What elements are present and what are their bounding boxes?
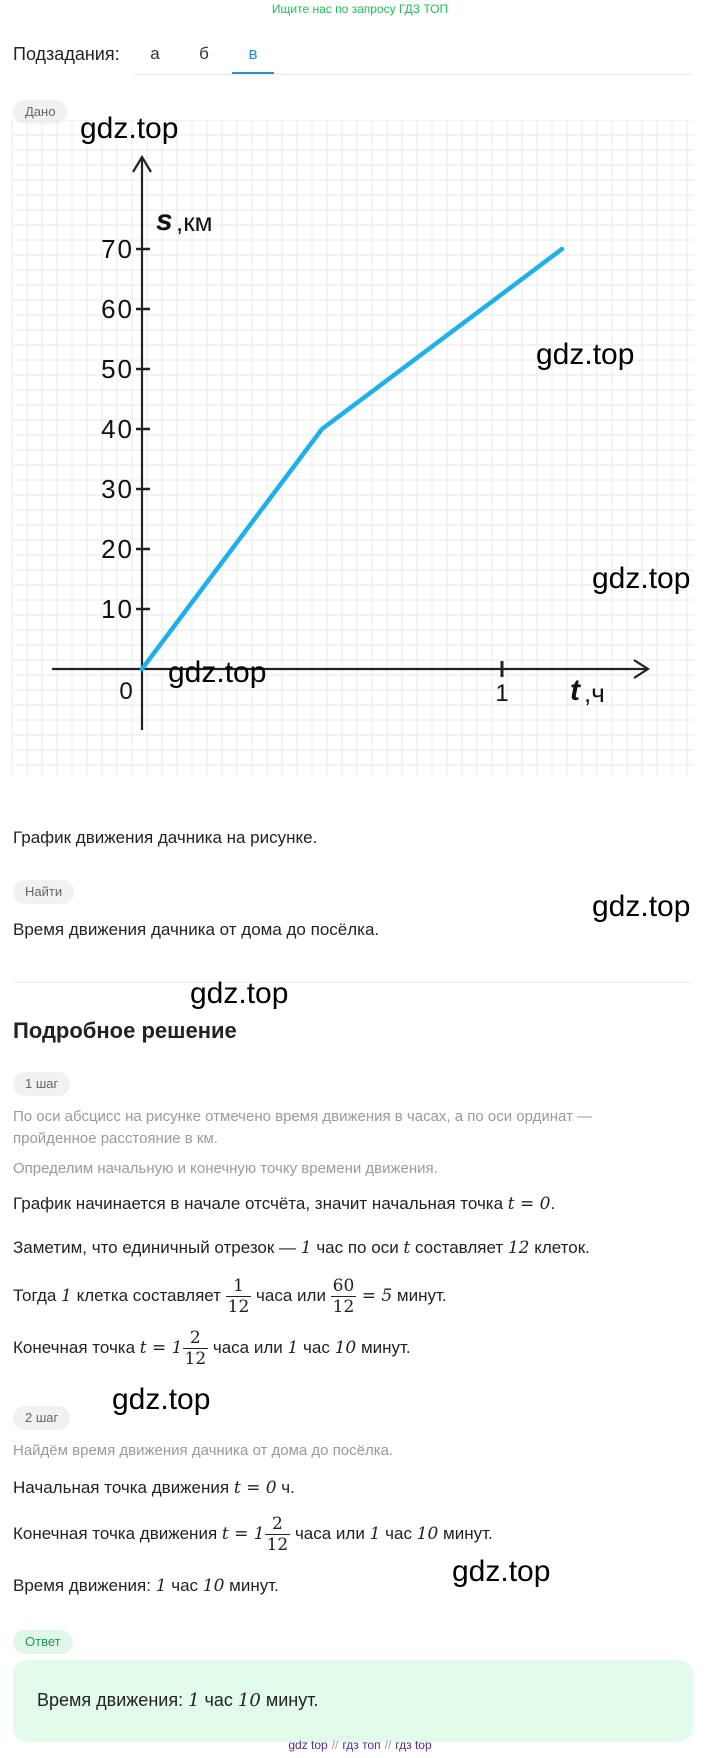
step1-note-3: Определим начальную и конечную точку времени движения. <box>13 1160 438 1177</box>
step1-line-3: Тогда 1 клетка составляет $\frac{1}{12}$ часа или $\frac{60}{12}$ = 5 минут. <box>13 1276 447 1317</box>
search-banner[interactable]: Ищите нас по запросу ГДЗ ТОП <box>271 2 449 16</box>
given-text: График движения дачника на рисунке. <box>13 828 318 847</box>
chart-grid <box>12 120 694 775</box>
step2-line-2: Конечная точка движения t = 1 $\frac{2}{12}$ часа или 1 час 10 минут. <box>13 1514 493 1555</box>
chart-series <box>142 249 562 669</box>
x-axis-label: t <box>570 674 580 707</box>
watermark: gdz.top <box>536 338 635 371</box>
footer-link[interactable]: gdz top <box>288 1738 328 1752</box>
step2-line-1: Начальная точка движения t = 0 ч. <box>13 1478 295 1498</box>
motion-graph <box>0 120 720 780</box>
watermark: gdz.top <box>190 977 289 1010</box>
answer-text: Время движения: 1 час 10 минут. <box>37 1690 319 1711</box>
step2-badge: 2 шаг <box>13 1406 70 1430</box>
subtasks-label: Подзадания: <box>13 44 120 64</box>
y-tick-label: 30 <box>101 474 134 504</box>
solution-title: Подробное решение <box>13 1018 237 1043</box>
fraction: $\frac{1}{12}$ <box>227 1276 250 1317</box>
step1-line-4: Конечная точка t = 1 $\frac{2}{12}$ часа или 1 час 10 минут. <box>13 1328 411 1369</box>
y-tick-label: 70 <box>101 234 134 264</box>
step1-badge: 1 шаг <box>13 1072 70 1096</box>
tab-a[interactable]: а <box>150 44 160 63</box>
y-tick-label: 50 <box>101 354 134 384</box>
given-badge: Дано <box>13 100 67 124</box>
watermark: gdz.top <box>592 562 691 595</box>
watermark: gdz.top <box>112 1383 211 1416</box>
tabs-divider <box>134 74 692 75</box>
tab-v[interactable]: в <box>248 44 258 63</box>
watermark: gdz.top <box>168 656 267 689</box>
step2-line-3: Время движения: 1 час 10 минут. <box>13 1576 279 1596</box>
y-axis-unit: ,км <box>176 207 213 237</box>
y-tick-label: 10 <box>101 594 134 624</box>
fraction: $\frac{60}{12}$ <box>332 1276 355 1317</box>
watermark: gdz.top <box>452 1555 551 1588</box>
step2-note: Найдём время движения дачника от дома до посёлка. <box>13 1442 394 1459</box>
footer-link[interactable]: гдз top <box>395 1738 432 1752</box>
origin-label: 0 <box>119 678 133 705</box>
find-badge: Найти <box>13 880 74 904</box>
watermark: gdz.top <box>592 890 691 923</box>
answer-badge: Ответ <box>13 1630 73 1654</box>
watermark: gdz.top <box>80 112 179 145</box>
y-tick-label: 60 <box>101 294 134 324</box>
find-text: Время движения дачника от дома до посёлка. <box>13 920 380 939</box>
footer-link[interactable]: гдз топ <box>342 1738 381 1752</box>
step1-line-2: Заметим, что единичный отрезок — 1 час по оси t составляет 12 клеток. <box>13 1238 590 1258</box>
chart-axes <box>52 157 648 730</box>
divider <box>13 982 693 983</box>
step1-note-1: По оси абсцисс на рисунке отмечено время движения в часах, а по оси ординат — <box>13 1108 593 1125</box>
y-tick-label: 40 <box>101 414 134 444</box>
x-tick-label: 1 <box>495 680 509 707</box>
footer-links: gdz top // гдз топ // гдз top <box>288 1738 432 1752</box>
step1-line-1: График начинается в начале отсчёта, значит начальная точка t = 0. <box>13 1194 556 1214</box>
x-axis-unit: ,ч <box>584 678 605 708</box>
fraction: $\frac{2}{12}$ <box>266 1514 289 1555</box>
tab-b[interactable]: б <box>199 44 209 63</box>
step1-note-2: пройденное расстояние в км. <box>13 1130 218 1147</box>
series-line <box>142 249 562 669</box>
active-tab-indicator <box>232 72 274 74</box>
fraction: $\frac{2}{12}$ <box>184 1328 207 1369</box>
y-axis-label: s <box>156 204 173 237</box>
y-tick-label: 20 <box>101 534 134 564</box>
